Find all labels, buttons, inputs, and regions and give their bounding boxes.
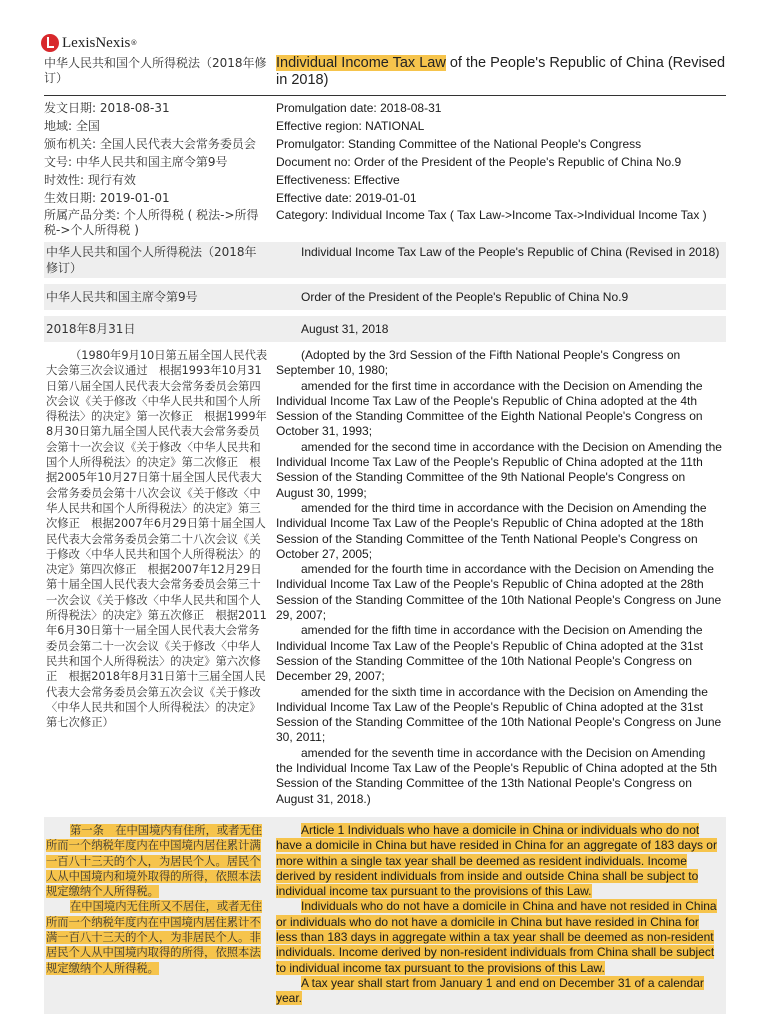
article-1-cn-text: 第一条 在中国境内有住所，或者无住所而一个纳税年度内在中国境内居住累计满一百八十三天的个人，为居民个人。居民个人从中国境内和境外取得的所得，依照本法规定缴纳个人所得税。 (46, 823, 263, 899)
meta-en: Effectiveness: Effective (276, 173, 400, 187)
order-block (44, 284, 726, 310)
meta-cn: 文号: 中华人民共和国主席令第9号 (44, 155, 228, 169)
article-1-en-para (276, 976, 722, 1007)
meta-row (44, 99, 726, 117)
history-en-line: amended for the seventh time in accordance with the Decision on Amending the Individual Income Tax Law of the People's Republic of China adopted at the 5th Session of the Standing Committee of the 13th National People's Congress on August 31, 2018.) (276, 745, 718, 806)
meta-row (44, 153, 726, 171)
meta-row (44, 117, 726, 135)
document-page (44, 30, 726, 1014)
order-block-en: Order of the President of the People's Republic of China No.9 (301, 290, 629, 304)
brand-name: LexisNexis (62, 34, 131, 51)
brand-reg-mark: ® (130, 39, 138, 47)
meta-cn: 时效性: 现行有效 (44, 173, 136, 187)
history-en-line: amended for the third time in accordance with the Decision on Amending the Individual Income Tax Law of the People's Republic of China adopted at the 18th Session of the Standing Committee of the Tenth National People's Congress on October 27, 2005; (276, 500, 707, 561)
article-1-en-text: Article 1 Individuals who have a domicile in China or individuals who do not have a domicile in China but have resided in China for an aggregate of 183 days or more within a single tax year shall be deemed as resident individuals. Income derived by resident individuals from inside and outside China shall be subject to individual income tax pursuant to the provisions of this Law. (276, 822, 717, 899)
date-block-cn: 2018年8月31日 (46, 322, 136, 336)
header-en-title-highlight: Individual Income Tax Law (276, 55, 446, 71)
article-1-en-para (276, 823, 722, 899)
header-en-title-rest: of the People's Republic of China (Revised in 2018) (276, 55, 726, 88)
header-cn-title: 中华人民共和国个人所得税法（2018年修订） (44, 56, 267, 85)
meta-row (44, 135, 726, 153)
title-block-cn: 中华人民共和国个人所得税法（2018年修订） (46, 245, 257, 275)
article-1-en (270, 821, 726, 1009)
article-1-en-text: A tax year shall start from January 1 and end on December 31 of a calendar year. (276, 975, 704, 1006)
article-1-cn-para (46, 899, 268, 975)
document-header (44, 30, 726, 96)
brand-logo (41, 34, 137, 52)
meta-en: Document no: Order of the President of the People's Republic of China No.9 (276, 155, 682, 169)
meta-cn: 地域: 全国 (44, 119, 100, 133)
article-1-en-para (276, 899, 722, 975)
meta-row (44, 189, 726, 207)
article-1-cn (44, 821, 270, 1009)
history-en (270, 346, 726, 809)
article-1-block (44, 817, 726, 1015)
title-block (44, 242, 726, 278)
history-en-line: amended for the sixth time in accordance with the Decision on Amending the Individual Income Tax Law of the People's Republic of China adopted at the 31st Session of the Standing Committee of the 10th National People's Congress on June 30, 2011; (276, 684, 722, 745)
history-en-line: amended for the fifth time in accordance with the Decision on Amending the Individual Income Tax Law of the People's Republic of China adopted at the 31st Session of the Standing Committee of the 10th National People's Congress on December 29, 2007; (276, 623, 704, 684)
article-1-en-text: Individuals who do not have a domicile in China and have not resided in China or individuals who do not have a domicile in China but have resided in China for less than 183 days in aggregate within a tax year shall be deemed as non-resident individuals. Income derived by non-resident individuals from China shall be subject to individual income tax pursuant to the provisions of this Law. (276, 899, 717, 975)
meta-cn: 生效日期: 2019-01-01 (44, 191, 170, 205)
date-block (44, 316, 726, 342)
history-en-line: amended for the first time in accordance with the Decision on Amending the Individual Income Tax Law of the People's Republic of China adopted at the 4th Session of the Standing Committee of the Eighth National People's Congress on October 31, 1993; (276, 378, 703, 439)
meta-cn: 所属产品分类: 个人所得税 ( 税法->所得税->个人所得税 ) (44, 208, 259, 237)
history-cn: （1980年9月10日第五届全国人民代表大会第三次会议通过 根据1993年10月31日第八届全国人民代表大会常务委员会第四次会议《关于修改〈中华人民共和国个人所得税法〉的决定》第一次修正 根据1999年8月30日第九届全国人民代表大会常务委员会第十一次会议《关于修改〈中华人民共和国个人所得税法〉的决定》第二次修正 根据2005年10月27日第十届全国人民代表大会常务委员会第十八次会议《关于修改〈中华人民共和国个人所得税法〉的决定》第三次修正 根据2007年6月29日第十届全国人民代表大会常务委员会第二十八次会议《关于修改〈中华人民共和国个人所得税法〉的决定》第四次修正 根据2007年12月29日第十届全国人民代表大会常务委员会第三十一次会议《关于修改〈中华人民共和国个人所得税法〉的决定》第五次修正 根据2011年6月30日第十一届全国人民代表大会常务委员会第二十一次会议《关于修改〈中华人民共和国个人所得税法〉的决定》第六次修正 根据2018年8月31日第十三届全国人民代表大会常务委员会第五次会议《关于修改〈中华人民共和国个人所得税法〉的决定》第七次修正） (46, 349, 268, 730)
date-block-en: August 31, 2018 (301, 322, 389, 336)
meta-en: Promulgator: Standing Committee of the National People's Congress (276, 137, 642, 151)
meta-en: Category: Individual Income Tax ( Tax Law->Income Tax->Individual Income Tax ) (276, 208, 707, 222)
header-en-title (270, 30, 726, 95)
history-block (44, 346, 726, 809)
title-block-en: Individual Income Tax Law of the People's Republic of China (Revised in 2018) (301, 245, 720, 259)
meta-cn: 发文日期: 2018-08-31 (44, 101, 170, 115)
article-1-cn-text: 在中国境内无住所又不居住，或者无住所而一个纳税年度内在中国境内居住累计不满一百八十三天的个人，为非居民个人。非居民个人从中国境内取得的所得，依照本法规定缴纳个人所得税。 (46, 900, 263, 975)
history-en-line: amended for the second time in accordance with the Decision on Amending the Individual Income Tax Law of the People's Republic of China adopted at the 11th Session of the Standing Committee of the 9th National People's Congress on August 30, 1999; (276, 439, 722, 500)
meta-row (44, 207, 726, 238)
lexisnexis-logo-icon (41, 34, 59, 52)
meta-en: Effective region: NATIONAL (276, 119, 425, 133)
order-block-cn: 中华人民共和国主席令第9号 (46, 290, 198, 304)
article-1-cn-para (46, 823, 268, 899)
history-en-line: amended for the fourth time in accordance with the Decision on Amending the Individual Income Tax Law of the People's Republic of China adopted at the 28th Session of the Standing Committee of the 10th National People's Congress on June 29, 2007; (276, 562, 722, 623)
meta-en: Effective date: 2019-01-01 (276, 191, 417, 205)
history-en-line: (Adopted by the 3rd Session of the Fifth National People's Congress on September 10, 1980; (276, 348, 681, 378)
meta-en: Promulgation date: 2018-08-31 (276, 101, 442, 115)
metadata-table (44, 96, 726, 238)
meta-row (44, 171, 726, 189)
meta-cn: 颁布机关: 全国人民代表大会常务委员会 (44, 137, 256, 151)
